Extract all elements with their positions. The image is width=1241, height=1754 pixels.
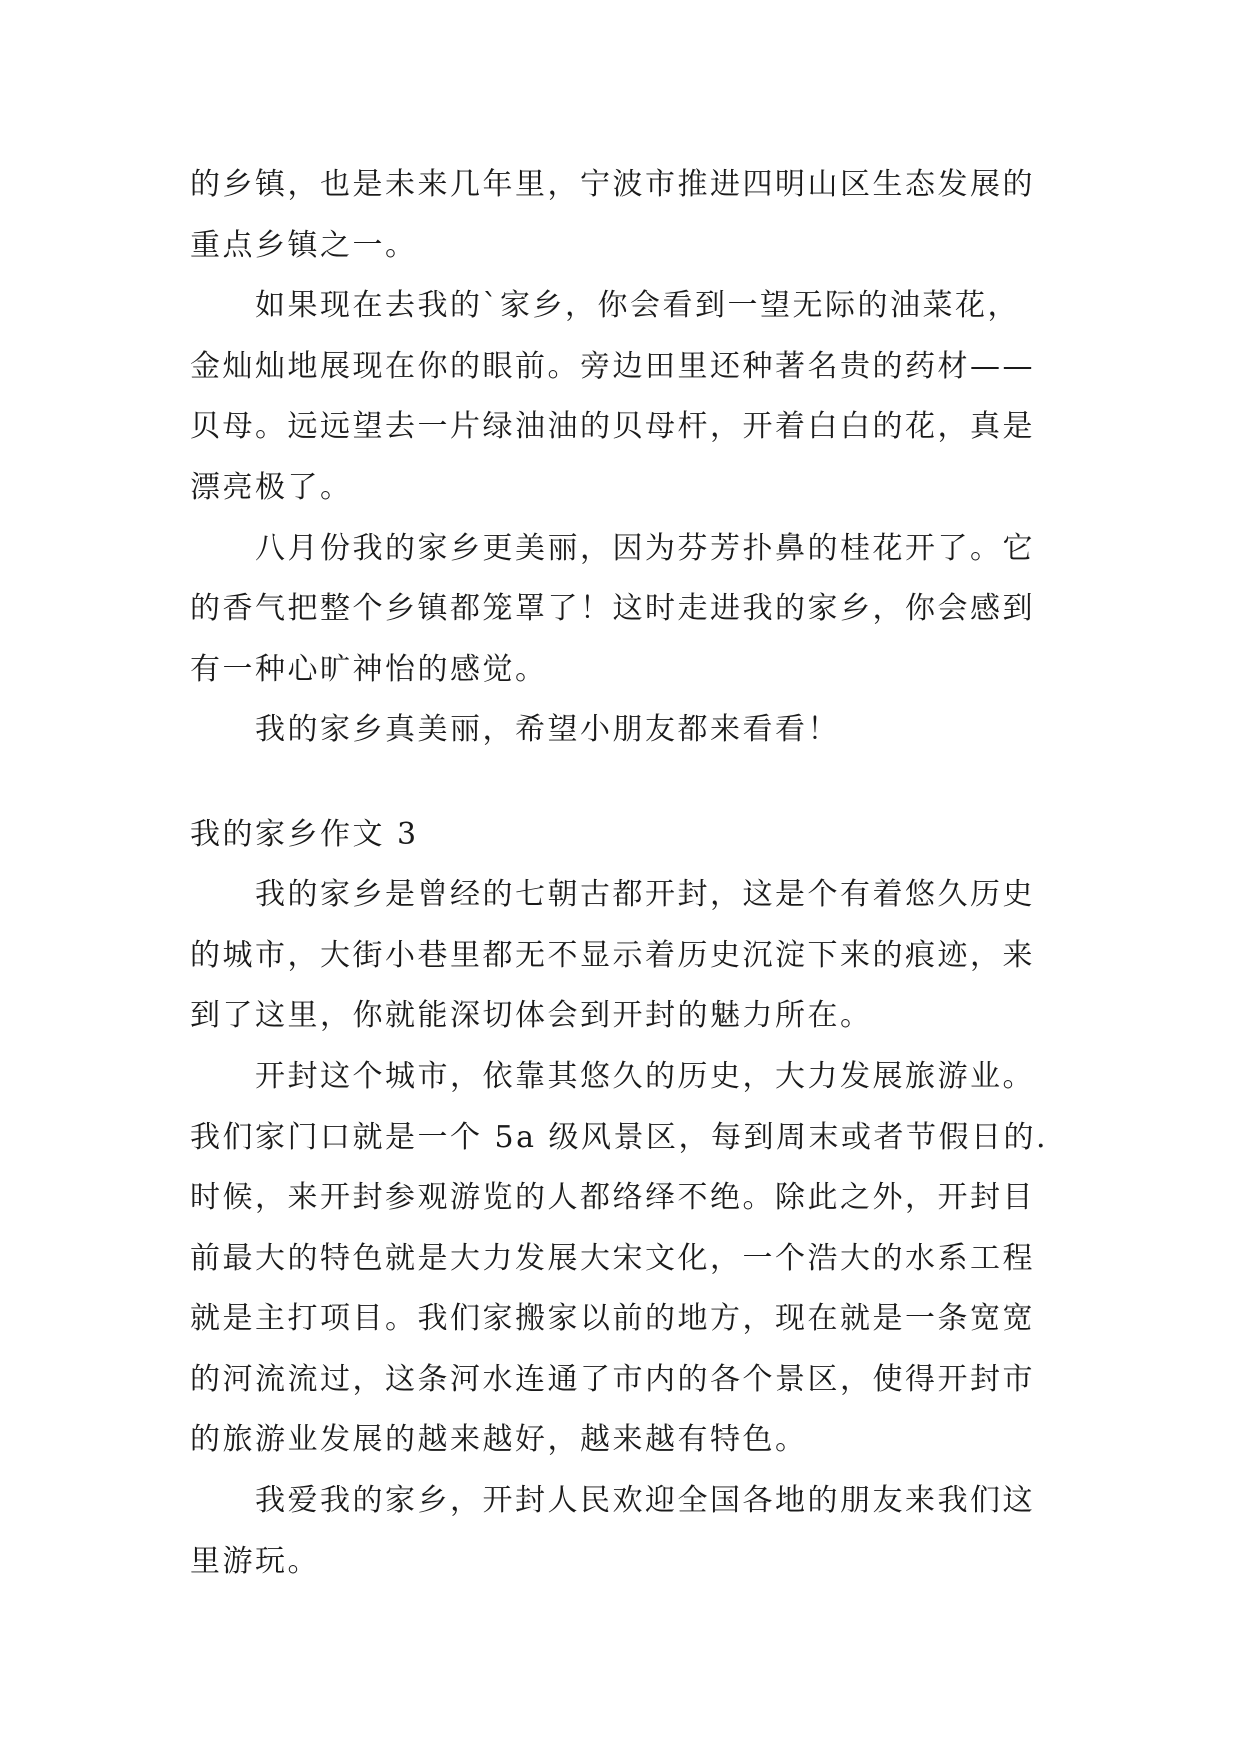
text-line: 开封这个城市，依靠其悠久的历史，大力发展旅游业。 bbox=[255, 1059, 1035, 1094]
text-line: 八月份我的家乡更美丽，因为芬芳扑鼻的桂花开了。它 bbox=[255, 531, 1035, 566]
text-line: 的香气把整个乡镇都笼罩了！这时走进我的家乡，你会感到 bbox=[190, 591, 1035, 626]
text-line: 重点乡镇之一。 bbox=[190, 228, 418, 263]
text-line: 前最大的特色就是大力发展大宋文化，一个浩大的水系工程 bbox=[190, 1241, 1035, 1276]
text-line: 的城市，大街小巷里都无不显示着历史沉淀下来的痕迹，来 bbox=[190, 938, 1035, 973]
text-line: 我们家门口就是一个 5a 级风景区，每到周末或者节假日的. bbox=[190, 1120, 1049, 1155]
text-line: 里游玩。 bbox=[190, 1544, 320, 1579]
text-line: 的旅游业发展的越来越好，越来越有特色。 bbox=[190, 1422, 808, 1457]
text-line: 我的家乡是曾经的七朝古都开封，这是个有着悠久历史 bbox=[255, 877, 1035, 912]
text-line: 到了这里，你就能深切体会到开封的魅力所在。 bbox=[190, 998, 873, 1033]
text-line: 如果现在去我的`家乡，你会看到一望无际的油菜花， bbox=[255, 288, 1020, 323]
text-line: 漂亮极了。 bbox=[190, 470, 353, 505]
text-line: 时候，来开封参观游览的人都络绎不绝。除此之外，开封目 bbox=[190, 1180, 1035, 1215]
text-line: 的乡镇，也是未来几年里，宁波市推进四明山区生态发展的 bbox=[190, 167, 1035, 202]
text-line: 有一种心旷神怡的感觉。 bbox=[190, 652, 548, 687]
text-line: 贝母。远远望去一片绿油油的贝母杆，开着白白的花，真是 bbox=[190, 409, 1035, 444]
text-line: 我爱我的家乡，开封人民欢迎全国各地的朋友来我们这 bbox=[255, 1483, 1035, 1518]
text-line: 就是主打项目。我们家搬家以前的地方，现在就是一条宽宽 bbox=[190, 1301, 1035, 1336]
text-line: 我的家乡真美丽，希望小朋友都来看看！ bbox=[255, 712, 840, 747]
text-line: 的河流流过，这条河水连通了市内的各个景区，使得开封市 bbox=[190, 1362, 1035, 1397]
section-title: 我的家乡作文 3 bbox=[190, 817, 419, 852]
text-line: 金灿灿地展现在你的眼前。旁边田里还种著名贵的药材—— bbox=[190, 349, 1035, 384]
